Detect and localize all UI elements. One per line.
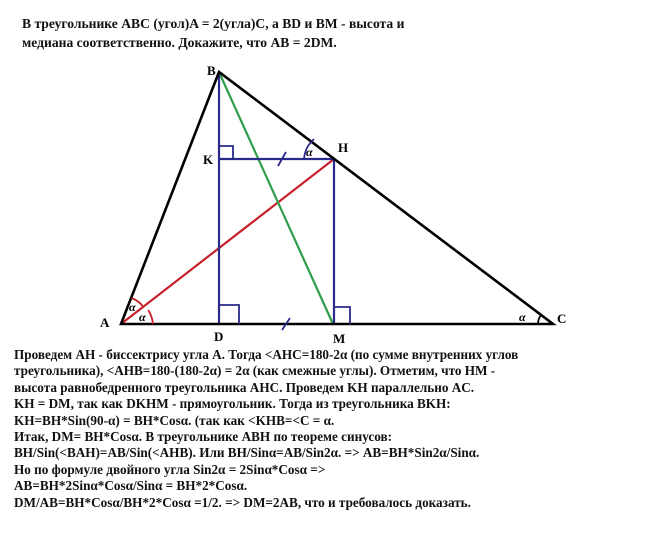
problem-line-1: В треугольнике ABC (угол)A = 2(угла)C, а BD и BM - высота и xyxy=(22,16,405,31)
right-angle-marker-m xyxy=(334,307,350,324)
vertex-label-k: K xyxy=(203,152,214,167)
vertex-label-c: C xyxy=(557,311,567,326)
right-angle-marker-k xyxy=(219,146,233,159)
vertex-label-b: B xyxy=(207,63,216,78)
vertex-label-d: D xyxy=(214,329,224,344)
angle-label-a-upper: α xyxy=(129,300,136,314)
problem-line-2: медиана соответственно. Докажите, что AB = 2DM. xyxy=(22,35,337,50)
median-bm xyxy=(219,72,333,324)
solution-line: KH=BH*Sin(90-α) = BH*Cosα. (так как <KHB=<C = α. xyxy=(14,412,335,428)
vertex-label-m: M xyxy=(333,331,346,346)
solution-line: высота равнобедренного треугольника AHC. Проведем KH параллельно AC. xyxy=(14,379,475,395)
angle-label-a-lower: α xyxy=(139,310,146,324)
angle-arc-a-lower xyxy=(148,310,153,324)
solution-line: Проведем AH - биссектрису угла A. Тогда <AHC=180-2α (по сумме внутренних углов xyxy=(14,347,519,362)
solution-line: DM/AB=BH*Cosα/BH*2*Cosα =1/2. => DM=2AB, что и требовалось доказать. xyxy=(14,494,471,510)
solution-line: KH = DM, так как DKHM - прямоугольник. Тогда из треугольника BKH: xyxy=(14,396,451,412)
angle-label-c: α xyxy=(519,310,526,324)
triangle-abc xyxy=(121,72,553,324)
solution-line: AB=BH*2Sinα*Cosα/Sinα = BH*2*Cosα. xyxy=(14,478,248,494)
solution-text xyxy=(14,347,644,511)
solution-line: треугольника), <AHB=180-(180-2α) = 2α (как смежные углы). Отметим, что HM - xyxy=(14,363,496,379)
vertex-label-a: A xyxy=(100,315,110,330)
solution-line: BH/Sin(<BAH)=AB/Sin(<AHB). Или BH/Sinα=AB/Sin2α. => AB=BH*Sin2α/Sinα. xyxy=(14,445,480,461)
right-angle-marker-d xyxy=(219,305,239,324)
vertex-label-h: H xyxy=(338,140,349,155)
angle-arc-c xyxy=(538,315,541,324)
solution-line: Но по формуле двойного угла Sin2α = 2Sinα*Cosα => xyxy=(14,461,326,477)
angle-label-h: α xyxy=(306,145,313,159)
solution-line: Итак, DM= BH*Cosα. В треугольнике ABH по теореме синусов: xyxy=(14,429,393,445)
